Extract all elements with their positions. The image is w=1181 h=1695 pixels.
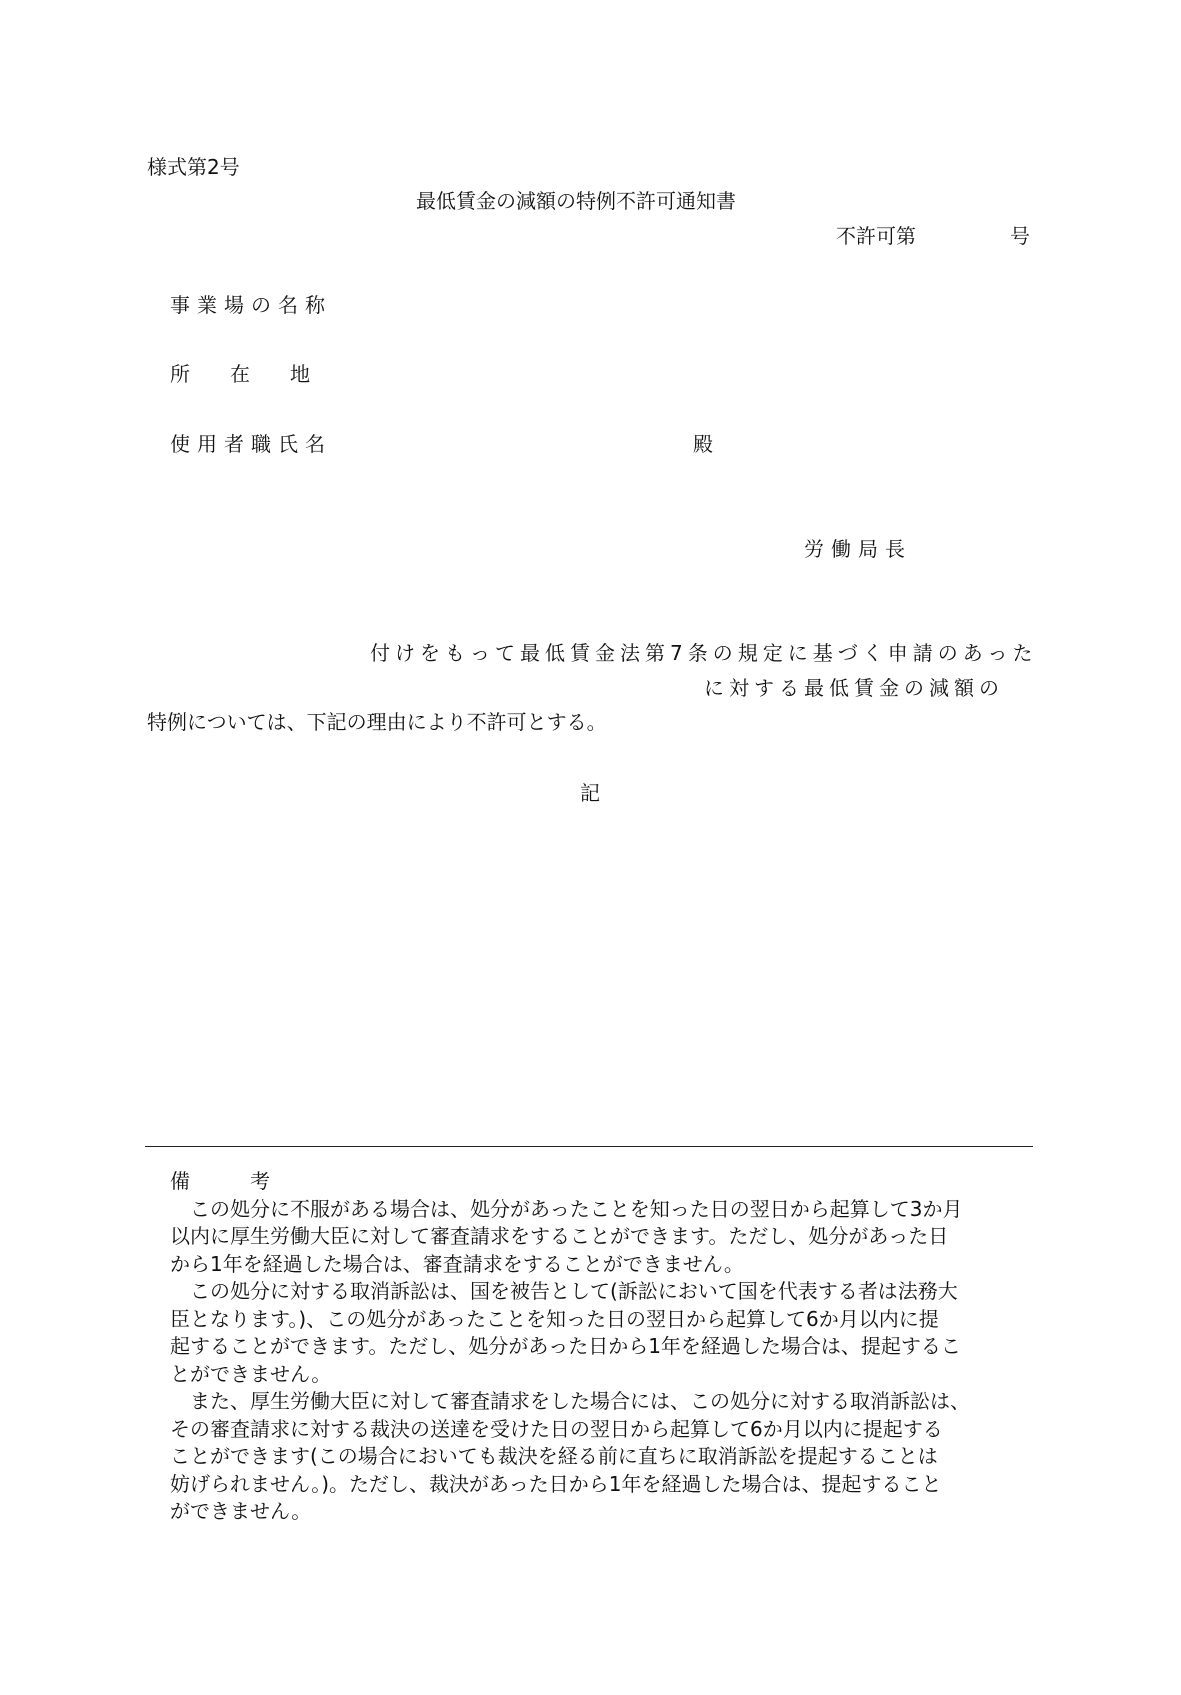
notes-section [170,1168,1040,1526]
notes-line: ができません。 [170,1499,312,1523]
notes-line: から1年を経過した場合は、審査請求をすることができません。 [170,1251,744,1276]
notes-line: その審査請求に対する裁決の送達を受けた日の翌日から起算して6か月以内に提起する [170,1416,943,1441]
notes-line: また、厚生労働大臣に対して審査請求をした場合には、この処分に対する取消訴訟は、 [170,1389,970,1413]
body-line-1: 付けをもって最低賃金法第7条の規定に基づく申請のあった [370,641,1038,665]
reference-label: 不許可第 [836,224,916,248]
form-number: 様式第2号 [147,155,240,179]
body-line-2: に対する最低賃金の減額の [704,676,1004,700]
location-label: 所 在 地 [170,362,310,386]
reference-suffix: 号 [1010,224,1030,248]
honorific: 殿 [693,432,713,456]
notes-line: ことができます(この場合においても裁決を経る前に直ちに取消訴訟を提起することは [170,1444,938,1468]
notes-line: この処分に対する取消訴訟は、国を被告として(訴訟において国を代表する者は法務大 [170,1279,958,1303]
employer-name-label: 使用者職氏名 [170,432,332,456]
notes-line: 臣となります。)、この処分があったことを知った日の翌日から起算して6か月以内に提 [170,1306,939,1331]
notes-line: とができません。 [170,1361,332,1386]
issuer: 労働局長 [804,537,912,561]
body-line-3: 特例については、下記の理由により不許可とする。 [147,710,607,734]
notes-heading: 備 考 [170,1169,270,1193]
notes-line: 妨げられません。)。ただし、裁決があった日から1年を経過した場合は、提起すること [170,1471,942,1496]
notes-line: 起することができます。ただし、処分があった日から1年を経過した場合は、提起するこ [170,1334,961,1358]
divider-line [145,1146,1033,1147]
business-name-label: 事業場の名称 [170,293,332,317]
ki-marker: 記 [580,781,600,805]
notes-line: 以内に厚生労働大臣に対して審査請求をすることができます。ただし、処分があった日 [170,1224,949,1248]
document-title: 最低賃金の減額の特例不許可通知書 [416,189,736,213]
notes-line: この処分に不服がある場合は、処分があったことを知った日の翌日から起算して3か月 [170,1196,963,1221]
